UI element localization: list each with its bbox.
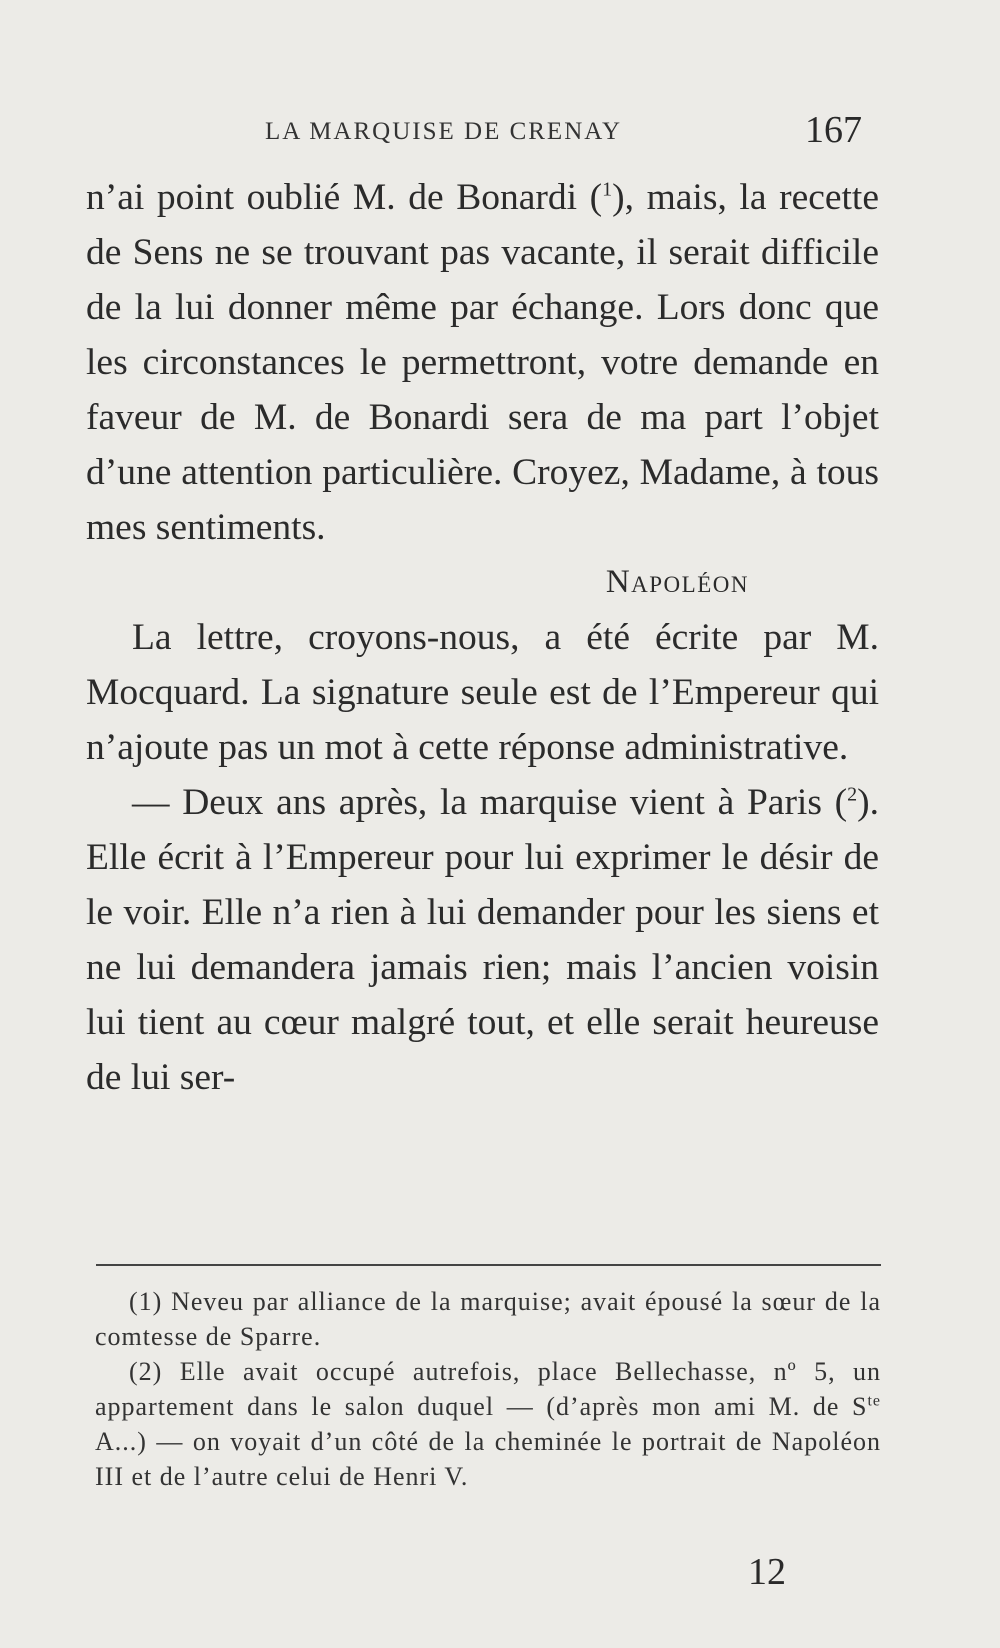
printer-signature-mark: 12 bbox=[748, 1551, 786, 1593]
footnote-2-start: (2) Elle avait occupé autrefois, place Bellechasse, nº 5, un appartement dans le salon duquel — (d’après mon ami M. de S bbox=[95, 1357, 881, 1421]
letter-paragraph bbox=[86, 170, 879, 555]
footnote-ref-2: 2 bbox=[847, 783, 858, 806]
footnotes bbox=[95, 1284, 881, 1494]
footnote-2-end: A...) — on voyait d’un côté de la cheminée le portrait de Napoléon III et de l’autre celui de Henri V. bbox=[95, 1427, 881, 1491]
footnote-ref-1: 1 bbox=[602, 178, 613, 201]
running-title: LA MARQUISE DE CRENAY bbox=[265, 118, 623, 145]
paragraph-visit-start: — Deux ans après, la marquise vient à Paris ( bbox=[132, 782, 848, 823]
footnote-1: (1) Neveu par alliance de la marquise; avait épousé la sœur de la comtesse de Sparre. bbox=[95, 1287, 881, 1351]
letter-text-end: ), mais, la recette de Sens ne se trouvant pas vacante, il serait difficile de la lui donner même par échange. Lors donc que les circonstances le permettront, votre demande en faveur de M. de Bonardi sera de ma part l’objet d’une attention particulière. Croyez, Madame, à tous mes sentiments. bbox=[86, 177, 879, 548]
page-number: 167 bbox=[805, 109, 862, 151]
footnote-divider bbox=[96, 1264, 881, 1266]
main-text bbox=[86, 170, 879, 1105]
footnote-2 bbox=[95, 1354, 881, 1494]
paragraph-visit-end: ). Elle écrit à l’Empereur pour lui exprimer le désir de le voir. Elle n’a rien à lui demander pour les siens et ne lui demandera jamais rien; mais l’ancien voisin lui tient au cœur malgré tout, et elle serait heureuse de lui ser- bbox=[86, 782, 879, 1098]
paragraph-visit bbox=[86, 775, 879, 1105]
footnote-2-superscript: te bbox=[867, 1392, 881, 1410]
letter-signature: Napoléon bbox=[605, 564, 749, 600]
paragraph-commentary: La lettre, croyons-nous, a été écrite par M. Mocquard. La signature seule est de l’Empereur qui n’ajoute pas un mot à cette réponse administrative. bbox=[86, 617, 879, 768]
letter-text-start: n’ai point oublié M. de Bonardi ( bbox=[86, 177, 603, 218]
